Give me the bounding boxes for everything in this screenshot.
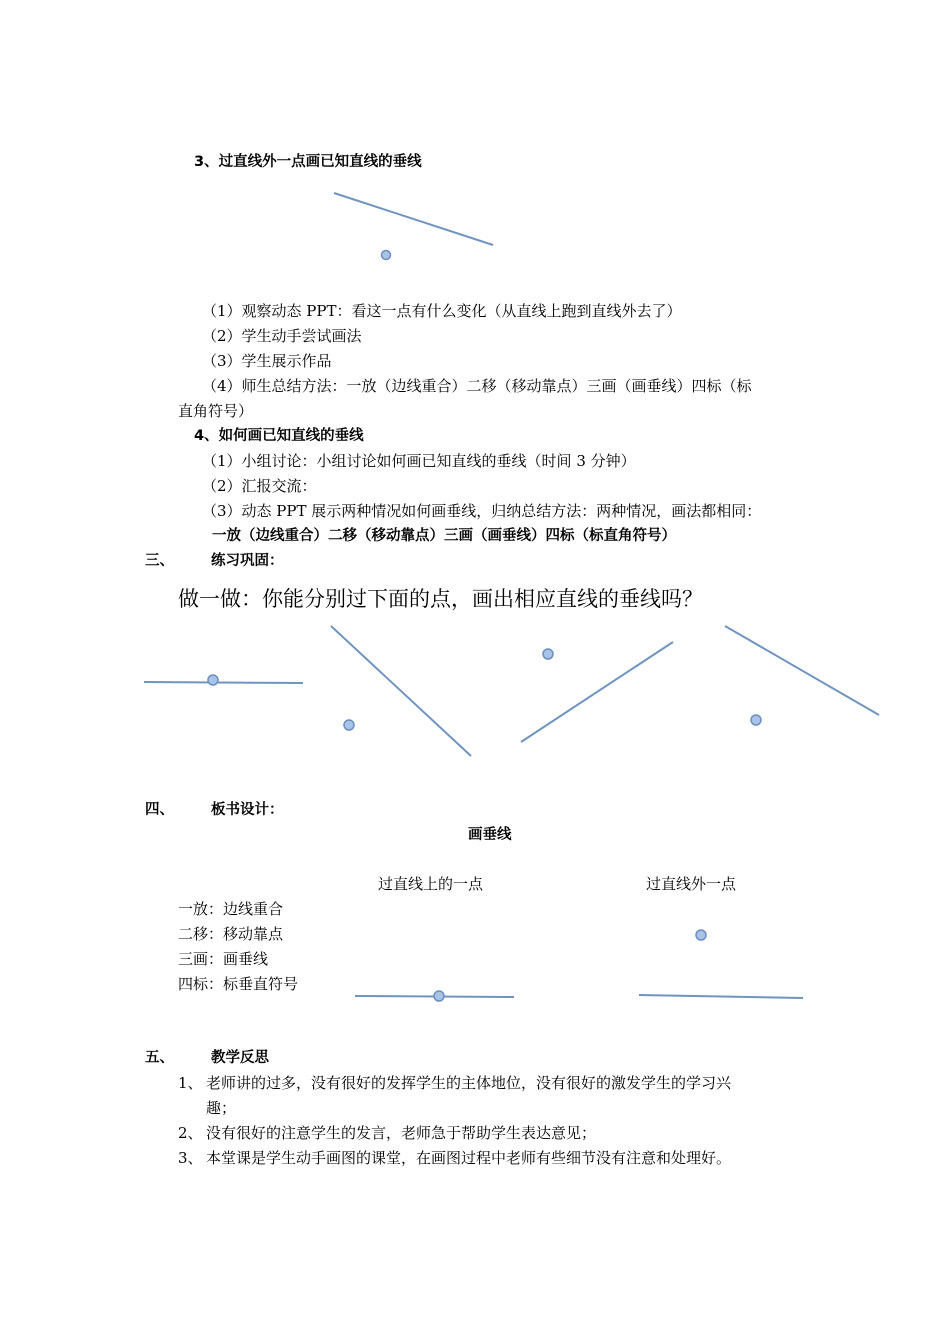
sec3-given-line [334, 193, 493, 245]
board-step-2: 二移：移动靠点 [178, 925, 284, 943]
practice-prompt: 做一做：你能分别过下面的点，画出相应直线的垂线吗？ [178, 587, 703, 611]
reflection-item-2-text: 没有很好的注意学生的发言，老师急于帮助学生表达意见； [206, 1124, 597, 1142]
section-3-step-3: （3）学生展示作品 [202, 352, 332, 370]
practice-point-3 [543, 649, 553, 659]
board-step-4: 四标：标垂直符号 [178, 975, 299, 993]
practice-heading: 练习巩固： [211, 553, 284, 569]
practice-point-1 [208, 675, 218, 685]
sec3-point [382, 251, 391, 260]
practice-number: 三、 [145, 553, 174, 569]
board-title: 画垂线 [468, 827, 512, 843]
reflection-item-1-num: 1、 [178, 1074, 203, 1092]
section-4-step-1: （1）小组讨论：小组讨论如何画已知直线的垂线（时间 3 分钟） [202, 452, 636, 470]
section-3-step-1: （1）观察动态 PPT：看这一点有什么变化（从直线上跑到直线外去了） [202, 302, 682, 320]
practice-point-4 [751, 715, 761, 725]
section-4-step-2: （2）汇报交流： [202, 477, 317, 495]
board-line-right [639, 995, 803, 998]
board-point-right [696, 930, 706, 940]
practice-line-4 [725, 626, 879, 715]
section-4-summary: 一放（边线重合）二移（移动靠点）三画（画垂线）四标（标直角符号） [212, 528, 676, 544]
reflection-item-3-num: 3、 [178, 1149, 203, 1167]
section-3-step-4: （4）师生总结方法：一放（边线重合）二移（移动靠点）三画（画垂线）四标（标 [202, 377, 752, 395]
reflection-number: 五、 [145, 1050, 174, 1066]
board-step-3: 三画：画垂线 [178, 950, 269, 968]
board-col-left: 过直线上的一点 [378, 875, 484, 893]
board-step-1: 一放：边线重合 [178, 900, 284, 918]
reflection-item-3-text: 本堂课是学生动手画图的课堂，在画图过程中老师有些细节没有注意和处理好。 [206, 1149, 732, 1167]
board-heading: 板书设计： [211, 802, 284, 818]
reflection-item-2-num: 2、 [178, 1124, 203, 1142]
board-col-right: 过直线外一点 [646, 875, 737, 893]
section-4-step-3: （3）动态 PPT 展示两种情况如何画垂线，归纳总结方法：两种情况，画法都相同： [202, 502, 762, 520]
reflection-heading: 教学反思 [211, 1050, 269, 1066]
section-3-heading: 3、过直线外一点画已知直线的垂线 [194, 154, 422, 170]
section-3-step-4-cont: 直角符号） [178, 402, 254, 420]
practice-line-2 [331, 626, 471, 756]
reflection-item-1-text: 老师讲的过多，没有很好的发挥学生的主体地位，没有很好的激发学生的学习兴 [206, 1074, 732, 1092]
reflection-item-1-cont: 趣； [206, 1099, 237, 1117]
practice-line-1 [144, 682, 303, 683]
practice-point-2 [344, 720, 354, 730]
board-point-left [434, 991, 444, 1001]
board-number: 四、 [145, 802, 174, 818]
section-3-step-2: （2）学生动手尝试画法 [202, 327, 362, 345]
section-4-heading: 4、如何画已知直线的垂线 [194, 428, 364, 444]
